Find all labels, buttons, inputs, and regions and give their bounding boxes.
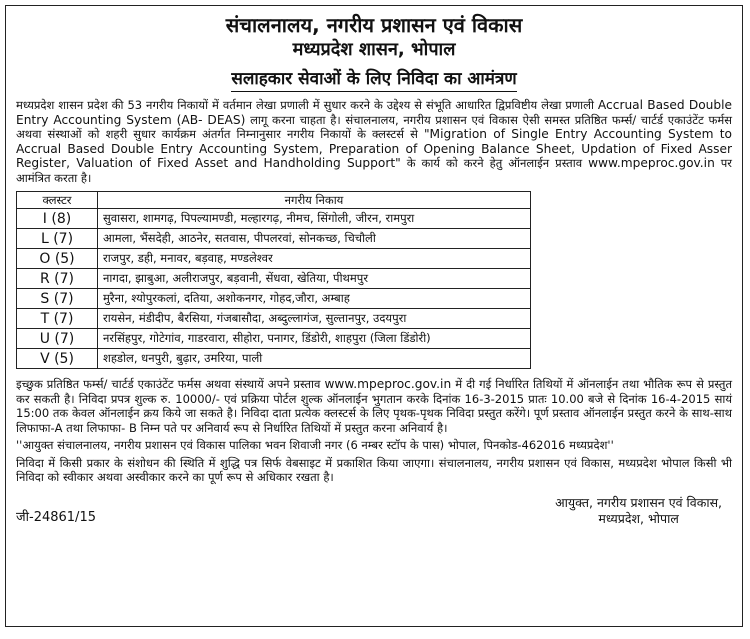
submission-paragraph: [16, 377, 732, 435]
cluster-cell: U (7): [17, 329, 98, 349]
cluster-cell: T (7): [17, 309, 98, 329]
cluster-table: [16, 191, 531, 369]
intro-work-title: "Migration of Single Entry Accounting System to Accrual Based Double Entry Accounting System, Preparation of Opening Balance Sheet, Updation of Fixed Asser Register, Valuation of Fixed Asset and Handholding Support": [16, 127, 733, 170]
cluster-cell: S (7): [17, 289, 98, 309]
intro-text-3: के कार्य को करने हेतु ऑनलाईन प्रस्ताव: [406, 156, 583, 170]
bodies-cell: आमला, भैंसदेही, आठनेर, सतवास, पीपलरवां, सोनकच्छ, चिचौली: [98, 229, 531, 249]
cluster-cell: I (8): [17, 209, 98, 229]
table-row: [17, 349, 531, 369]
submission-portal-link[interactable]: www.mpeproc.gov.in: [324, 377, 452, 391]
cluster-cell: R (7): [17, 269, 98, 289]
cluster-cell: O (5): [17, 249, 98, 269]
intro-paragraph: [16, 98, 732, 185]
submission-address: ''आयुक्त संचालनालय, नगरीय प्रशासन एवं विकास पालिका भवन शिवाजी नगर (6 नम्बर स्टॉप के पास) भोपाल, पिनकोड-462016 मध्यप्रदेश'': [16, 438, 614, 452]
intro-text-2: लागू करना चाहता है। संचालनालय, नगरीय प्रशासन एवं विकास ऐसी समस्त प्रतिष्ठित फर्म्स/ चार्टर्ड एकाउंटेंट फर्मस अथवा संस्थाओं को शहरी सुधार कार्यक्रम अंतर्गत निम्नानुसार नगरीय निकायों के क्लस्टर्स से: [16, 112, 733, 141]
intro-text-1: मध्यप्रदेश शासन प्रदेश की 53 नगरीय निकायों में वर्तमान लेखा प्रणाली में सुधार करने के उद्देश्य से संभूति आधारित द्विप्रविष्टीय लेखा प्रणाली: [16, 98, 594, 112]
tender-notice: [5, 5, 743, 627]
bodies-cell: रायसेन, मंडीदीप, बैरसिया, गंजबासौदा, अब्दुल्लागंज, सुल्तानपुर, उदयपुरा: [98, 309, 531, 329]
submission-text-2: में दी गई निर्धारित तिथियों में ऑनलाईन तथा भौतिक रूप से प्रस्तुत कर सकती है। निविदा प्रपत्र शुल्क रु. 10000/- एवं प्रक्रिया पोर्टल शुल्क ऑनलाईन भुगतान करके दिनांक 16-3-2015 प्रातः 10.00 बजे से दिनांक 16-4-2015 सायं 15:00 तक केवल ऑनलाईन क्रय किये जा सकते है। निविदा दाता प्रत्येक क्लस्टर्स के लिए पृथक-पृथक निविदा प्रस्तुत करेंगे। पूर्ण प्रस्ताव ऑनलाईन प्रस्तुत करने के साथ-साथ लिफाफा-A तथा लिफाफा- B निम्न पते पर अनिवार्य रूप से निर्धारित तिथियों में प्रस्तुत करना अनिवार्य है।: [16, 377, 732, 435]
bodies-cell: शहडोल, धनपुरी, बुढ़ार, उमरिया, पाली: [98, 349, 531, 369]
corrigendum-paragraph: निविदा में किसी प्रकार के संशोधन की स्थिति में शुद्धि पत्र सिर्फ वेबसाइट में प्रकाशित किया जाएगा। संचालनालय, नगरीय प्रशासन एवं विकास, मध्यप्रदेश भोपाल किसी भी निविदा को स्वीकार अथवा अस्वीकार करने का पूर्ण रूप से अधिकार रखता है।: [16, 455, 732, 484]
notice-footer: [16, 495, 732, 529]
signatory-block: [555, 495, 722, 527]
signatory-line-2: मध्यप्रदेश, भोपाल: [598, 510, 679, 526]
signatory-line-1: आयुक्त, नगरीय प्रशासन एवं विकास,: [555, 494, 722, 510]
intro-portal-link[interactable]: www.mpeproc.gov.in: [588, 156, 715, 170]
table-row: [17, 229, 531, 249]
table-row: [17, 269, 531, 289]
table-row: [17, 289, 531, 309]
table-row: [17, 329, 531, 349]
notice-subtitle: मध्यप्रदेश शासन, भोपाल: [292, 39, 456, 60]
bodies-cell: राजपुर, डही, मनावर, बड़वाह, मण्डलेश्वर: [98, 249, 531, 269]
intro-text-4: पर आमंत्रित करता है।: [16, 156, 733, 185]
bodies-cell: सुवासरा, शामगढ़, पिपल्यामण्डी, मल्हारगढ़, नीमच, सिंगोली, जीरन, रामपुरा: [98, 209, 531, 229]
intro-system-name: Accrual Based Double Entry Accounting System (AB- DEAS): [16, 98, 733, 127]
cluster-cell: L (7): [17, 229, 98, 249]
bodies-cell: नागदा, झाबुआ, अलीराजपुर, बड़वानी, सेंधवा, खेतिया, पीथमपुर: [98, 269, 531, 289]
cluster-cell: V (5): [17, 349, 98, 369]
table-header-row: [17, 192, 531, 209]
notice-title: संचालनालय, नगरीय प्रशासन एवं विकास: [225, 13, 523, 37]
submission-text-1: इच्छुक प्रतिष्ठित फर्म्स/ चार्टर्ड एकाउंटेंट फर्मस अथवा संस्थायें अपने प्रस्ताव: [16, 377, 321, 391]
reference-number: जी-24861/15: [16, 509, 96, 525]
table-row: [17, 249, 531, 269]
table-row: [17, 209, 531, 229]
bodies-cell: मुरैना, श्योपुरकलां, दतिया, अशोकनगर, गोहद,जौरा, अम्बाह: [98, 289, 531, 309]
table-row: [17, 309, 531, 329]
column-header-cluster: क्लस्टर: [17, 192, 98, 209]
bodies-cell: नरसिंहपुर, गोटेगांव, गाडरवारा, सीहोरा, पनागर, डिंडोरी, शाहपुरा (जिला डिंडोरी): [98, 329, 531, 349]
notice-heading: सलाहकार सेवाओं के लिए निविदा का आमंत्रण: [231, 68, 516, 92]
column-header-bodies: नगरीय निकाय: [98, 192, 531, 209]
